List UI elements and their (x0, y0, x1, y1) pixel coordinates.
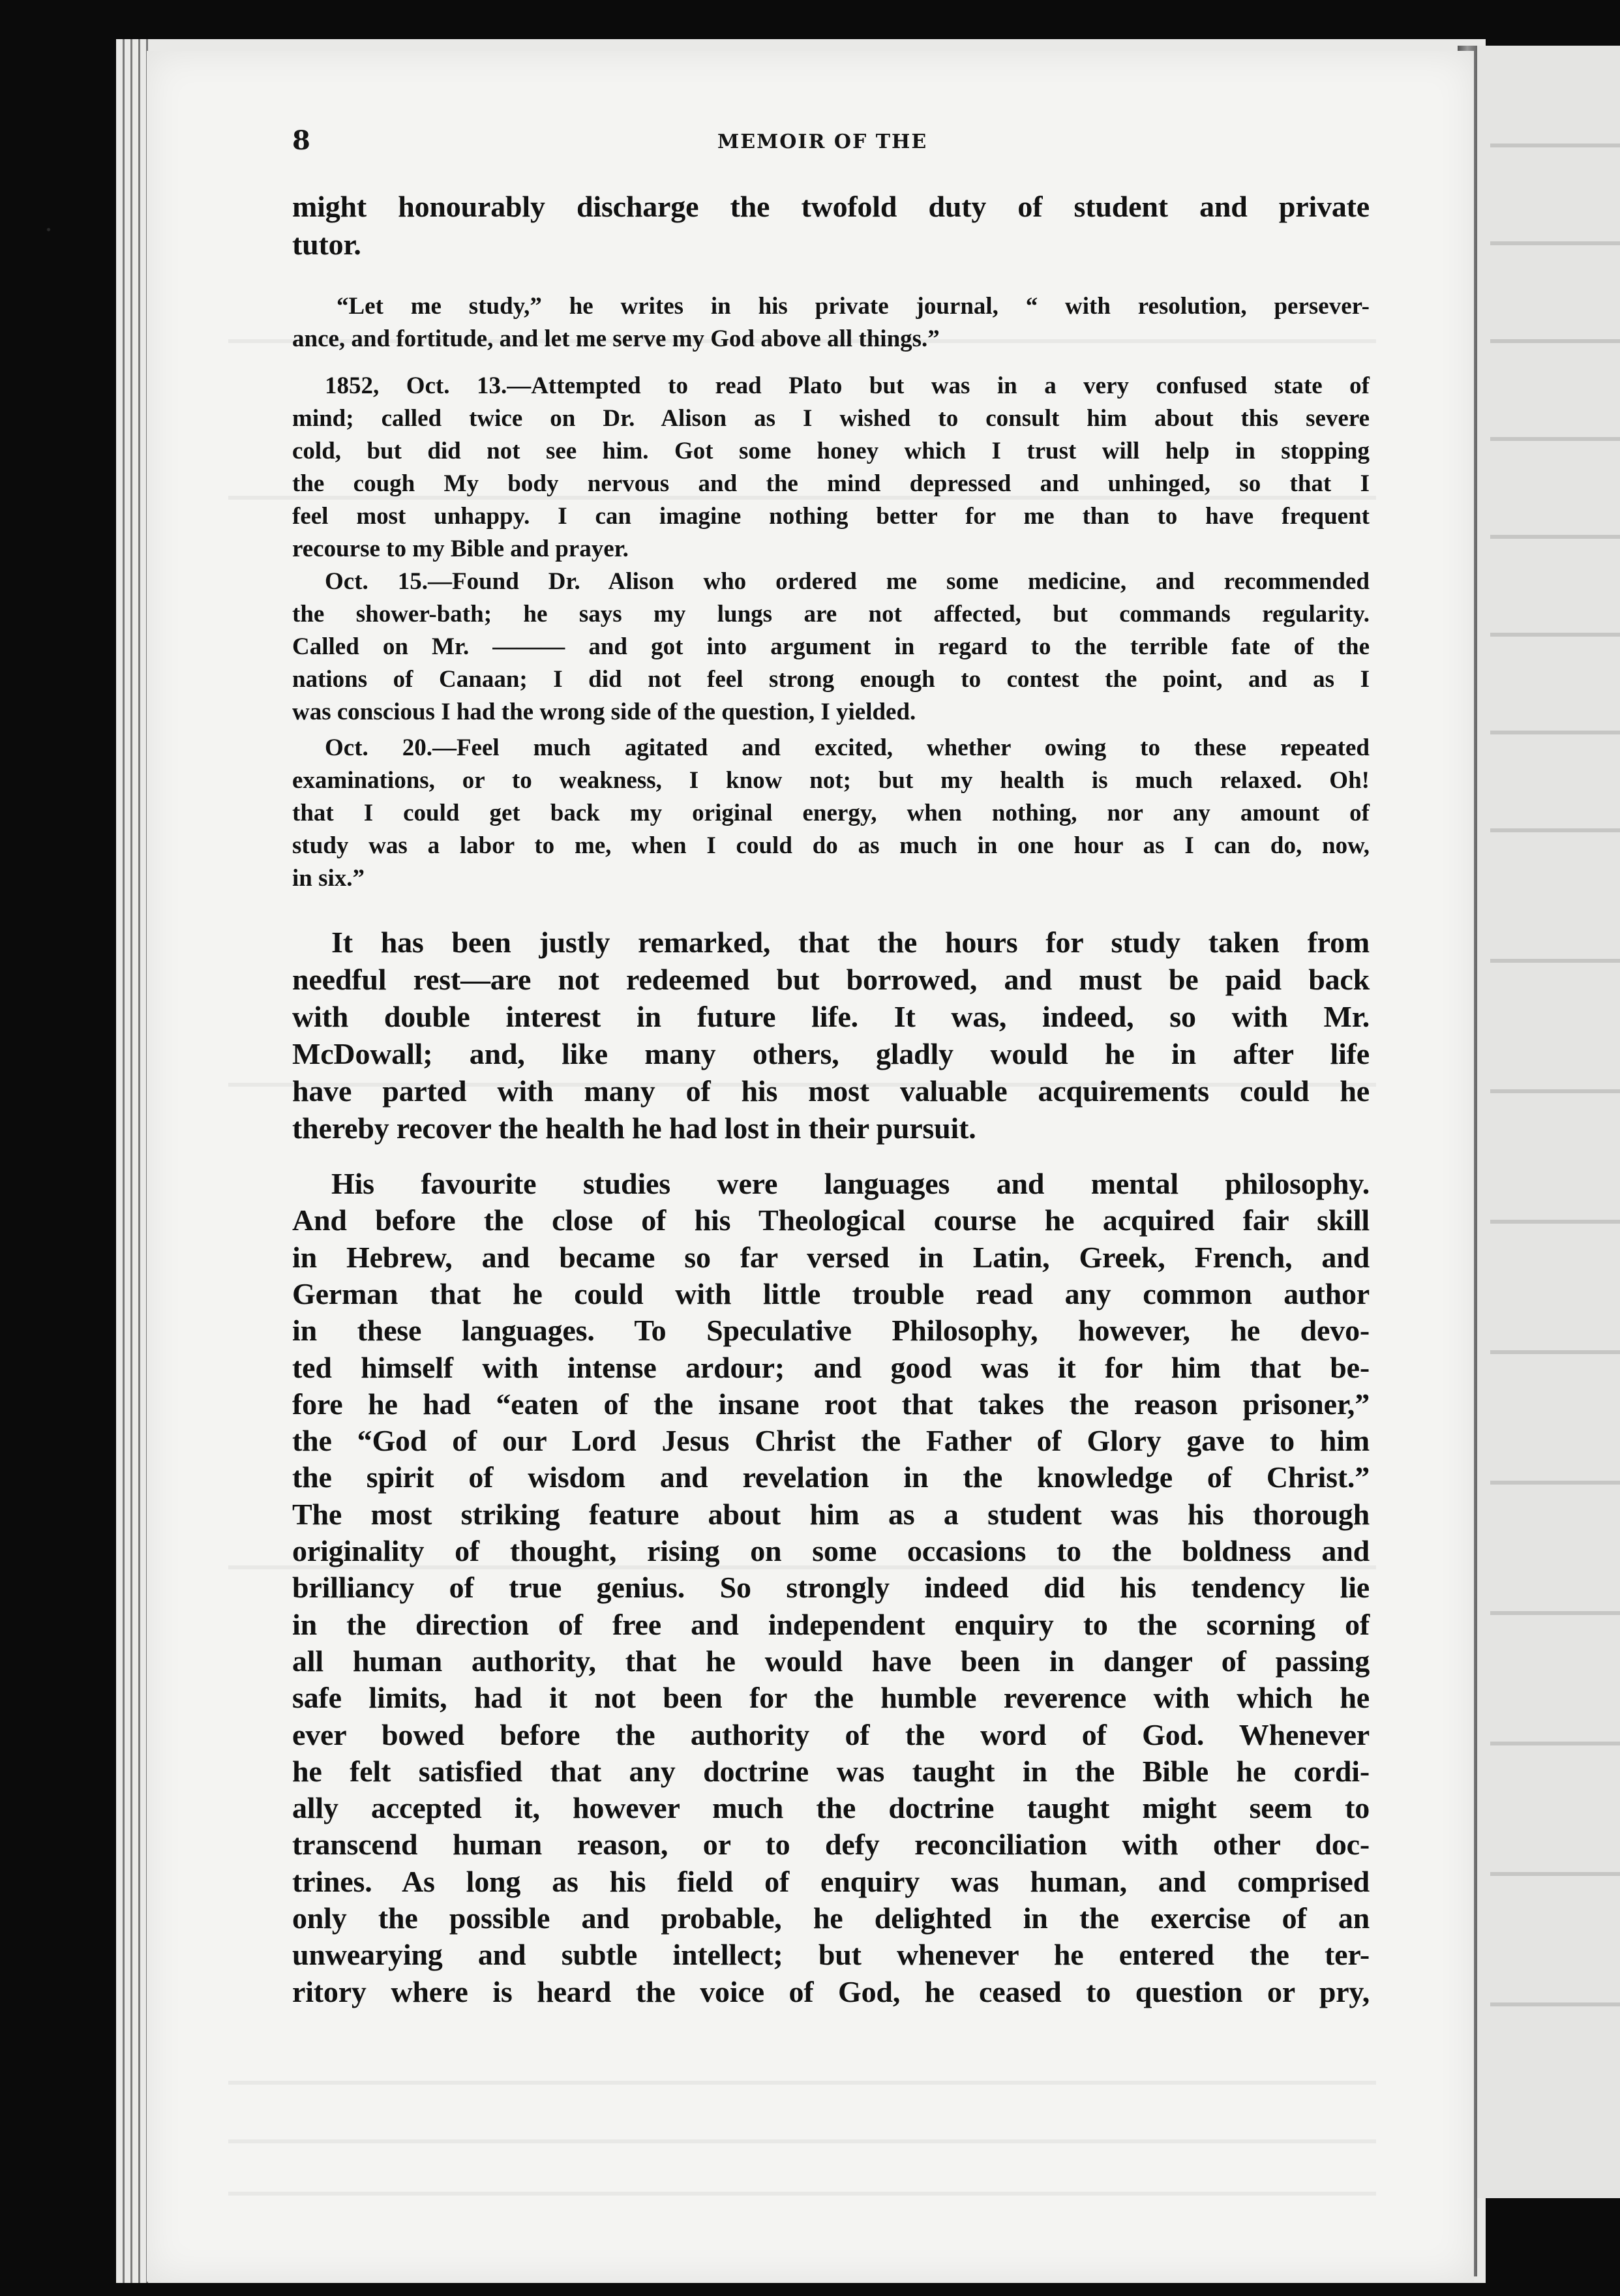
body-text-line: tutor. (292, 228, 361, 261)
body-text-line: ritory where is heard the voice of God, he ceased to question or pry, (292, 1974, 1370, 2008)
page-edge (130, 39, 132, 2283)
body-text-line: with double interest in future life. It was, indeed, so with Mr. (292, 1000, 1370, 1033)
body-text-line: he felt satisfied that any doctrine was taught in the Bible he cordi- (292, 1754, 1370, 1788)
journal-entry-line: recourse to my Bible and prayer. (292, 536, 629, 562)
body-text-line: transcend human reason, or to defy reconciliation with other doc- (292, 1828, 1370, 1862)
body-text-line: in Hebrew, and became so far versed in Latin, Greek, French, and (292, 1240, 1370, 1274)
show-through (228, 2081, 1376, 2085)
body-text-line: thereby recover the health he had lost in their pursuit. (292, 1111, 976, 1145)
body-text-line: in the direction of free and independent enquiry to the scorning of (292, 1607, 1370, 1641)
body-text-line: His favourite studies were languages and mental philosophy. (331, 1167, 1370, 1200)
body-text-line: needful rest—are not redeemed but borrowed, and must be paid back (292, 963, 1370, 996)
journal-entry-line: Oct. 20.—Feel much agitated and excited, whether owing to these repeated (325, 734, 1370, 761)
body-text-line: the “God of our Lord Jesus Christ the Father of Glory gave to him (292, 1424, 1370, 1458)
journal-entry-line: Called on Mr. ——— and got into argument in regard to the terrible fate of the (292, 633, 1370, 660)
journal-entry-line: cold, but did not see him. Got some honey which I trust will help in stopping (292, 438, 1370, 464)
journal-quote-line: “Let me study,” he writes in his private journal, “ with resolution, persever- (337, 293, 1370, 320)
body-text-line: have parted with many of his most valuable acquirements could he (292, 1074, 1370, 1108)
journal-entry-line: in six.” (292, 865, 365, 892)
page-edge (138, 39, 140, 2283)
journal-entry-line: was conscious I had the wrong side of the question, I yielded. (292, 699, 916, 725)
body-text-line: German that he could with little trouble read any common author (292, 1276, 1370, 1310)
journal-entry-line: feel most unhappy. I can imagine nothing better for me than to have frequent (292, 503, 1370, 530)
journal-entry-line: the shower-bath; he says my lungs are not affected, but commands regularity. (292, 601, 1370, 627)
body-text-line: ted himself with intense ardour; and good was it for him that be- (292, 1350, 1370, 1384)
journal-quote-line: ance, and fortitude, and let me serve my God above all things.” (292, 325, 940, 352)
journal-entry-line: nations of Canaan; I did not feel strong enough to contest the point, and as I (292, 666, 1370, 693)
body-text-line: trines. As long as his field of enquiry was human, and comprised (292, 1864, 1370, 1898)
running-head: MEMOIR OF THE (717, 130, 928, 153)
facing-page (1477, 46, 1620, 2198)
body-text-line: originality of thought, rising on some occasions to the boldness and (292, 1534, 1370, 1567)
body-text-line: ever bowed before the authority of the word of God. Whenever (292, 1717, 1370, 1751)
journal-entry-line: examinations, or to weakness, I know not; but my health is much relaxed. Oh! (292, 767, 1370, 794)
body-text-line: all human authority, that he would have been in danger of passing (292, 1644, 1370, 1678)
show-through (228, 2192, 1376, 2196)
journal-entry-line: 1852, Oct. 13.—Attempted to read Plato but was in a very confused state of (325, 372, 1370, 399)
body-text-line: might honourably discharge the twofold duty of student and private (292, 190, 1370, 223)
body-text-line: only the possible and probable, he delighted in the exercise of an (292, 1901, 1370, 1935)
show-through (228, 2139, 1376, 2143)
body-text-line: the spirit of wisdom and revelation in the knowledge of Christ.” (292, 1460, 1370, 1494)
journal-entry-line: Oct. 15.—Found Dr. Alison who ordered me some medicine, and recommended (325, 568, 1370, 595)
body-text-line: It has been justly remarked, that the hours for study taken from (331, 926, 1370, 959)
journal-entry-line: mind; called twice on Dr. Alison as I wished to consult him about this severe (292, 405, 1370, 432)
page-edge (123, 39, 125, 2283)
body-text-line: in these languages. To Speculative Philosophy, however, he devo- (292, 1314, 1370, 1348)
body-text-line: McDowall; and, like many others, gladly would he in after life (292, 1037, 1370, 1070)
page-number: 8 (292, 125, 310, 156)
body-text-line: The most striking feature about him as a student was his thorough (292, 1497, 1370, 1531)
body-text-line: fore he had “eaten of the insane root that takes the reason prisoner,” (292, 1387, 1370, 1421)
journal-entry-line: study was a labor to me, when I could do as much in one hour as I can do, now, (292, 832, 1370, 859)
body-text-line: safe limits, had it not been for the humble reverence with which he (292, 1681, 1370, 1715)
journal-entry-line: that I could get back my original energy, when nothing, nor any amount of (292, 800, 1370, 826)
body-text-line: unwearying and subtle intellect; but whenever he entered the ter- (292, 1938, 1370, 1972)
body-text-line: brilliancy of true genius. So strongly indeed did his tendency lie (292, 1571, 1370, 1605)
journal-entry-line: the cough My body nervous and the mind depressed and unhinged, so that I (292, 470, 1370, 497)
body-text-line: And before the close of his Theological course he acquired fair skill (292, 1203, 1370, 1237)
body-text-line: ally accepted it, however much the doctrine taught might seem to (292, 1791, 1370, 1825)
